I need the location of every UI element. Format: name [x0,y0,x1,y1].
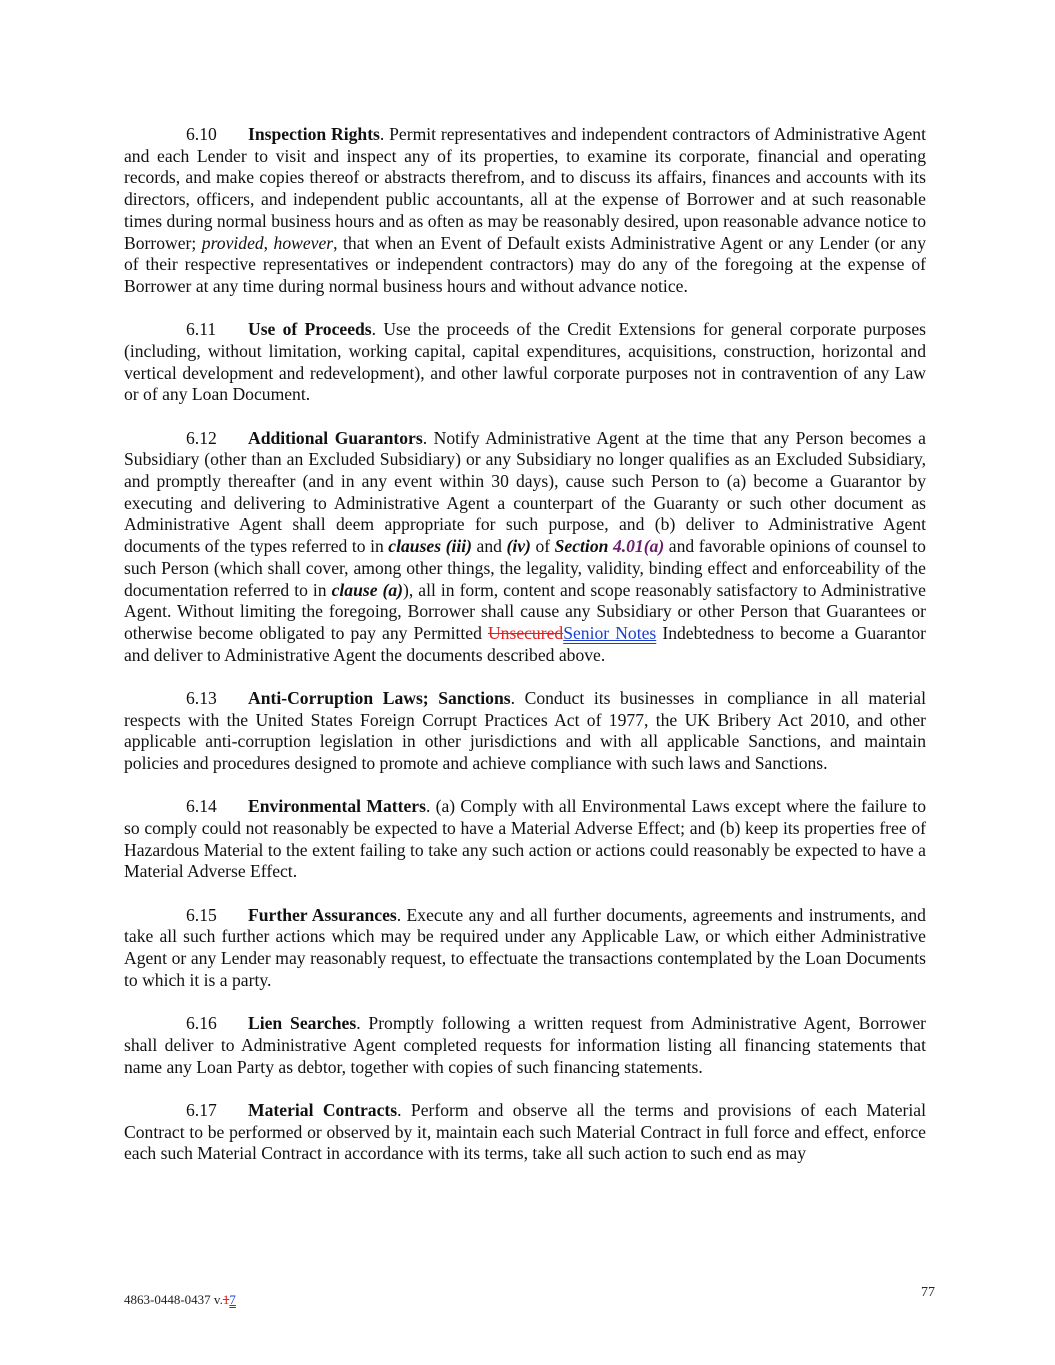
section-heading: Further Assurances [248,904,397,925]
deleted-version: 1 [222,1292,230,1307]
section-heading: Material Contracts [248,1099,398,1120]
italic-term: however [273,232,334,253]
section-text: and [472,536,507,557]
section-text: and favorable opinions of counsel to such Person (which shall cover, among other things, the legality, validity, binding effect and enforceability of the documentation referred to in [124,536,926,600]
inserted-text: Senior Notes [563,622,657,643]
section-6-17 [124,1100,926,1165]
italic-term: provided [201,232,264,253]
section-text: . Conduct its businesses in compliance in all material respects with the United States Foreign Corrupt Practices Act of 1977, the UK Bribery Act 2010, and other applicable anti-corruption legislation in other jurisdictions and with all applicable Sanctions, and maintain policies and procedures designed to promote and achieve compliance with such laws and Sanctions. [124,687,926,774]
document-id-footer [124,1292,236,1308]
inserted-version: 7 [229,1292,236,1307]
section-text: ), all in form, content and scope reasonably satisfactory to Administrative Agent. Without limiting the foregoing, Borrower shall cause any Subsidiary or other Person that Guarantees or otherwise become obligated to pay any Permitted [124,579,926,643]
section-text: . Perform and observe all the terms and provisions of each Material Contract to be performed or observed by it, maintain each such Material Contract in full force and effect, enforce each such Material Contract in accordance with its terms, take all such action to such end as may [124,1099,927,1164]
section-6-12 [124,428,926,667]
section-heading: Additional Guarantors [248,427,423,448]
section-heading: Use of Proceeds [248,319,372,340]
document-page [124,124,926,1187]
section-6-11 [124,319,926,406]
cross-reference-link[interactable]: 4.01(a) [612,536,665,557]
clause-reference: clause (a) [331,579,404,600]
section-number: 6.15 [186,904,217,925]
section-number: 6.12 [186,427,217,448]
section-text: , [263,232,274,253]
clause-reference: (iv) [506,536,531,557]
section-6-10 [124,124,926,298]
section-6-14 [124,796,926,883]
section-number: 6.13 [186,687,217,708]
section-text: . Use the proceeds of the Credit Extensions for general corporate purposes (including, without limitation, working capital, capital expenditures, acquisitions, construction, horizontal and vertical development and redevelopment), and other lawful corporate purposes not in contravention of any Law or of any Loan Document. [124,319,926,405]
section-heading: Anti-Corruption Laws; Sanctions [248,687,511,708]
section-6-13 [124,688,926,775]
section-label: Section [554,536,613,557]
section-number: 6.16 [186,1013,217,1034]
clause-reference: clauses (iii) [388,536,472,557]
section-heading: Lien Searches [248,1013,357,1034]
section-text: . Promptly following a written request from Administrative Agent, Borrower shall deliver to Administrative Agent completed requests for information listing all financing statements that name any Loan Party as debtor, together with copies of such financing statements. [124,1013,927,1077]
section-text: Indebtedness to become a Guarantor and deliver to Administrative Agent the documents described above. [124,622,926,665]
document-id: 4863-0448-0437 v. [124,1292,223,1307]
section-number: 6.14 [186,796,217,817]
section-number: 6.11 [186,319,217,340]
section-text: . Notify Administrative Agent at the time that any Person becomes a Subsidiary (other than an Excluded Subsidiary) or any Subsidiary no longer qualifies as an Excluded Subsidiary, and promptly thereafter (and in any event within 30 days), cause such Person to (a) become a Guarantor by executing and delivering to Administrative Agent a counterpart of the Guaranty or such other document as Administrative Agent shall deem appropriate for such purpose, and (b) deliver to Administrative Agent documents of the types referred to in [124,427,926,557]
section-number: 6.10 [186,124,217,144]
section-6-15 [124,905,926,992]
section-heading: Environmental Matters [248,796,426,817]
deleted-text: Unsecured [487,622,564,643]
section-text: . Permit representatives and independent contractors of Administrative Agent and each Lender to visit and inspect any of its properties, to examine its corporate, financial and operating records, and make copies thereof or abstracts therefrom, and to discuss its affairs, finances and accounts with its directors, officers, and independent public accountants, all at the expense of Borrower and at such reasonable times during normal business hours and as often as may be reasonably desired, upon reasonable advance notice to Borrower; [124,124,926,253]
section-number: 6.17 [186,1099,217,1120]
section-heading: Inspection Rights [248,124,380,144]
section-text: . Execute any and all further documents, agreements and instruments, and take all such further actions which may be required under any Applicable Law, or which either Administrative Agent or any Lender may reasonably request, to effectuate the transactions contemplated by the Loan Documents to which it is a party. [124,904,926,990]
page-number: 77 [921,1285,935,1300]
section-6-16 [124,1013,926,1078]
section-text: , that when an Event of Default exists Administrative Agent or any Lender (or any of their respective representatives or independent contractors) may do any of the foregoing at the expense of Borrower at any time during normal business hours and without advance notice. [124,232,926,296]
section-text: of [530,536,555,557]
section-text: . (a) Comply with all Environmental Laws except where the failure to so comply could not reasonably be expected to have a Material Adverse Effect; and (b) keep its properties free of Hazardous Material to the extent failing to take any such action or actions could reasonably be expected to have a Material Adverse Effect. [124,796,927,882]
